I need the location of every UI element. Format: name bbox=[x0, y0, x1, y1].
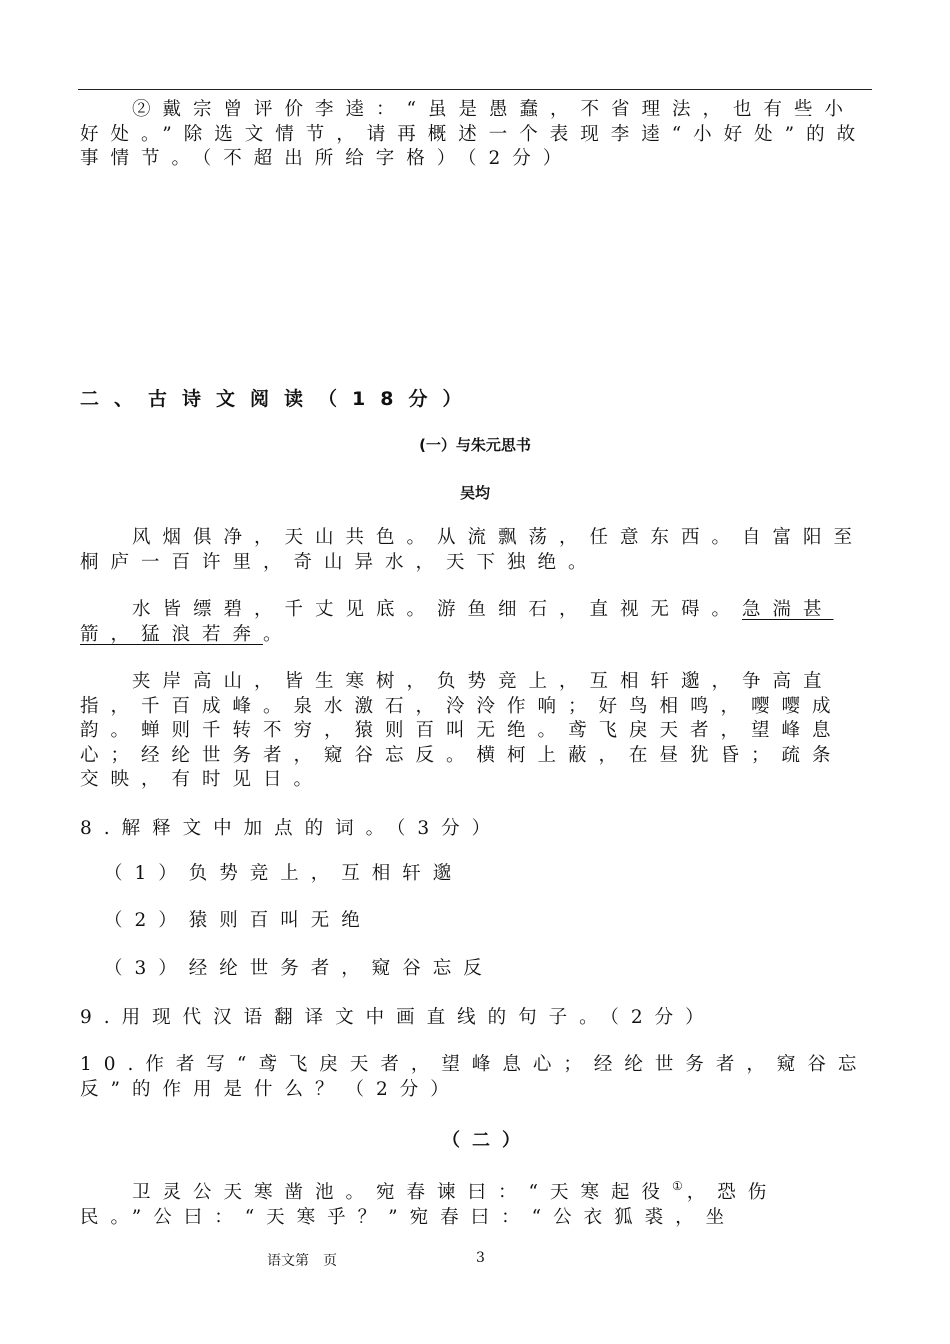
passage-2-title: （二） bbox=[442, 1130, 532, 1151]
passage-paragraph-2 bbox=[80, 598, 870, 647]
passage-2-text-a: 卫灵公天寒凿池。宛春谏曰：“天寒起役 bbox=[132, 1182, 672, 1203]
question-10: 10.作者写“鸢飞戾天者，望峰息心；经纶世务者，窥谷忘反”的作用是什么？（2分） bbox=[80, 1054, 869, 1100]
passage-paragraph-1: 风烟俱净，天山共色。从流飘荡，任意东西。自富阳至桐庐一百许里，奇山异水，天下独绝。 bbox=[80, 527, 865, 573]
passage-2-paragraph bbox=[80, 1174, 870, 1230]
passage-2-text-b: ，恐伤民。”公曰：“天寒乎？”宛春曰：“公衣狐裘，坐 bbox=[80, 1182, 779, 1228]
footer-subject: 语文第 页 bbox=[267, 1253, 337, 1269]
footnote-marker: ① bbox=[671, 1179, 687, 1193]
question-8: 8.解释文中加点的词。（3分） bbox=[80, 818, 503, 839]
question-8-item-2: （2）猿则百叫无绝 bbox=[104, 910, 372, 931]
underlined-sentence: 急湍甚箭，猛浪若奔 bbox=[80, 599, 834, 645]
question-8-item-1: （1）负势竞上，互相轩邈 bbox=[104, 863, 464, 884]
passage-paragraph-3: 夹岸高山，皆生寒树，负势竞上，互相轩邈，争高直指，千百成峰。泉水激石，泠泠作响；好鸟相鸣，嘤嘤成韵。蝉则千转不穷，猿则百叫无绝。鸢飞戾天者，望峰息心；经纶世务者，窥谷忘反。横柯上蔽，在昼犹昏；疏条交映，有时见日。 bbox=[80, 671, 843, 790]
paragraph-2-end: 。 bbox=[263, 623, 294, 645]
top-rule bbox=[78, 89, 872, 90]
passage-author: 吴均 bbox=[459, 484, 490, 502]
section-heading: 二、古诗文阅读（18分） bbox=[80, 388, 477, 410]
question-9: 9.用现代汉语翻译文中画直线的句子。（2分） bbox=[80, 1007, 716, 1028]
question-8-item-3: （3）经纶世务者，窥谷忘反 bbox=[104, 958, 494, 979]
passage-title: (一）与朱元思书 bbox=[419, 436, 531, 454]
paragraph-2-text: 水皆缥碧，千丈见底。游鱼细石，直视无碍。 bbox=[132, 599, 743, 620]
footer-page-number: 3 bbox=[476, 1250, 485, 1266]
question-li-kui: ②戴宗曾评价李逵：“虽是愚蠢，不省理法，也有些小好处。”除选文情节，请再概述一个表现李逵“小好处”的故事情节。（不超出所给字格）（2分） bbox=[80, 99, 868, 169]
